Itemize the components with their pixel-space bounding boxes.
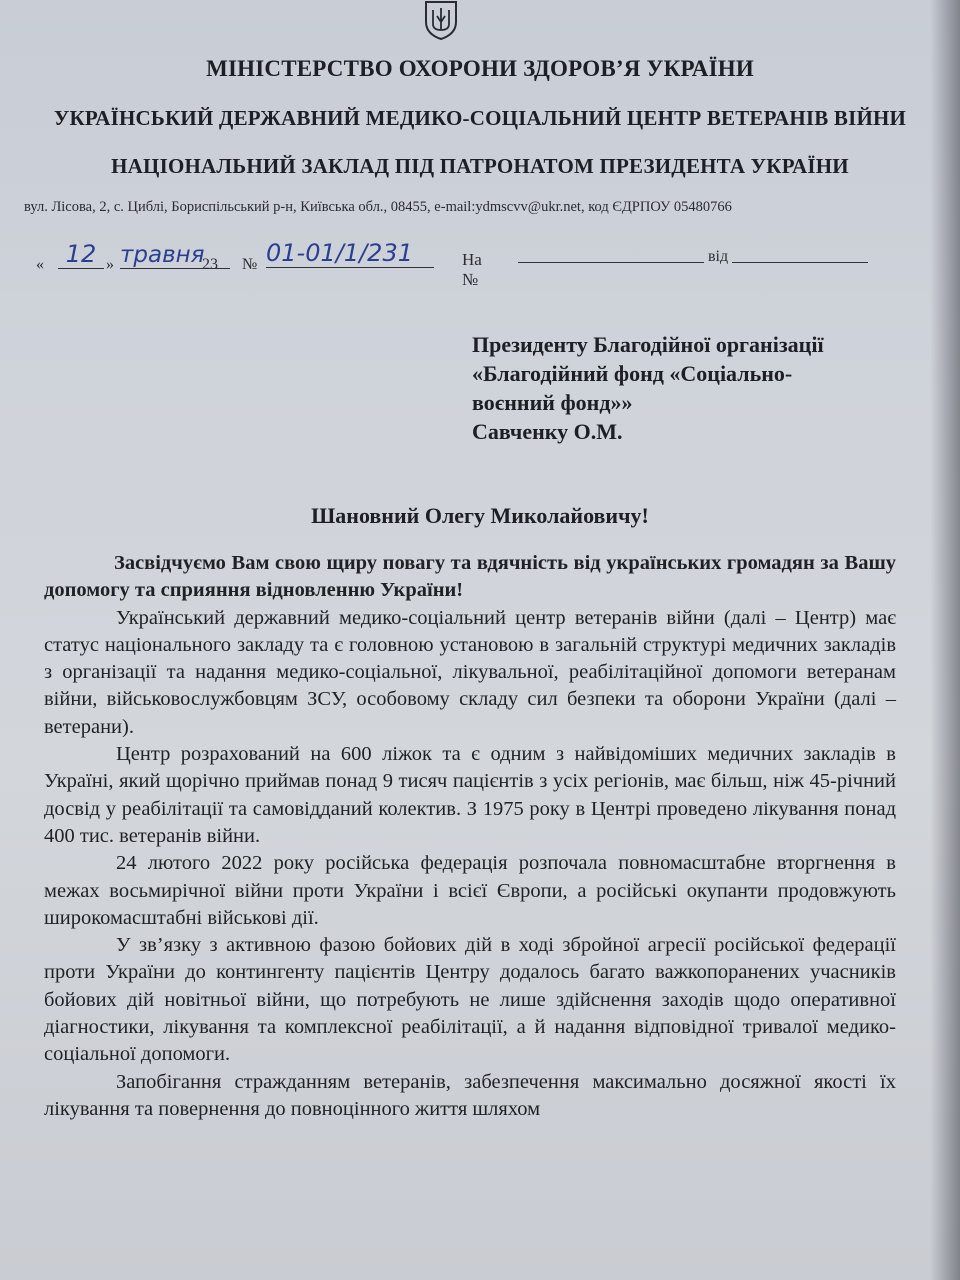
body-paragraph: Центр розрахований на 600 ліжок та є одним з найвідоміших медичних закладів в Україні, який щорічно приймав понад 9 тисяч пацієнтів з усіх регіонів, має більш, ніж 45-річний досвід у реабілітації та самовідданий колектив. З 1975 року в Центрі проведено лікування понад 400 тис. ветеранів війни. [44, 743, 896, 847]
date-month: травня [120, 242, 230, 269]
addressee-line: «Благодійний фонд «Соціально- [472, 361, 793, 386]
date-year: 23 [202, 256, 218, 273]
body-paragraph: Запобігання стражданням ветеранів, забезпечення максимально досяжної якості їх лікування та повернення до повноцінного життя шляхом [44, 1070, 896, 1120]
addressee-line: воєнний фонд»» [472, 390, 633, 415]
outgoing-number: 01-01/1/231 [266, 239, 434, 268]
address-line: вул. Лісова, 2, с. Циблі, Бориспільський р-н, Київська обл., 08455, e-mail:ydmscvv@ukr.net, код ЄДРПОУ 05480766 [24, 199, 732, 215]
reply-to-blank [518, 262, 704, 263]
letter-body [44, 550, 896, 1123]
gratitude-paragraph: Засвідчуємо Вам свою щиру повагу та вдячність від українських громадян за Вашу допомогу та сприяння відновленню України! [44, 552, 896, 602]
addressee-line: Президенту Благодійної організації [472, 332, 824, 357]
ministry-title: МІНІСТЕРСТВО ОХОРОНИ ЗДОРОВ’Я УКРАЇНИ [206, 56, 754, 81]
patronage-title: НАЦІОНАЛЬНИЙ ЗАКЛАД ПІД ПАТРОНАТОМ ПРЕЗИДЕНТА УКРАЇНИ [111, 154, 849, 178]
addressee-line: Савченку О.М. [472, 419, 623, 444]
date-quote-open: « [36, 256, 44, 273]
date-day: 12 [58, 240, 104, 269]
body-paragraph: Український державний медико-соціальний центр ветеранів війни (далі – Центр) має статус національного закладу та є головною установою в загальній структурі медичних закладів з організації та надання медико-соціальної, лікувальної, реабілітаційної допомоги ветеранам війни, військовослужбовцям ЗСУ, особовому складу сил безпеки та оборони України (далі – ветерани). [44, 606, 896, 738]
number-sign: № [242, 256, 258, 273]
salutation: Шановний Олегу Миколайовичу! [311, 503, 649, 528]
body-paragraph: 24 лютого 2022 року російська федерація розпочала повномасштабне вторгнення в межах восьмирічної війни проти України і всієї Європи, а російські окупанти продовжують широкомасштабні військові дії. [44, 852, 896, 929]
center-title: УКРАЇНСЬКИЙ ДЕРЖАВНИЙ МЕДИКО-СОЦІАЛЬНИЙ ЦЕНТР ВЕТЕРАНІВ ВІЙНИ [53, 106, 907, 130]
date-quote-close: » [106, 256, 114, 273]
addressee-block [472, 330, 912, 446]
body-paragraph: У зв’язку з активною фазою бойових дій в ході збройної агресії російської федерації проти України до контингенту пацієнтів Центру додалось багато важкопоранених учасників бойових дій новітньої війни, що потребують не лише здійснення заходів щодо оперативної діагностики, лікування та комплексної реабілітації, а й надання відповідної тривалої медико-соціальної допомоги. [44, 934, 896, 1066]
reply-to-label: На № [462, 250, 482, 289]
from-blank [732, 262, 868, 263]
trident-coat-of-arms-icon [422, 0, 460, 40]
from-label: від [708, 248, 729, 265]
